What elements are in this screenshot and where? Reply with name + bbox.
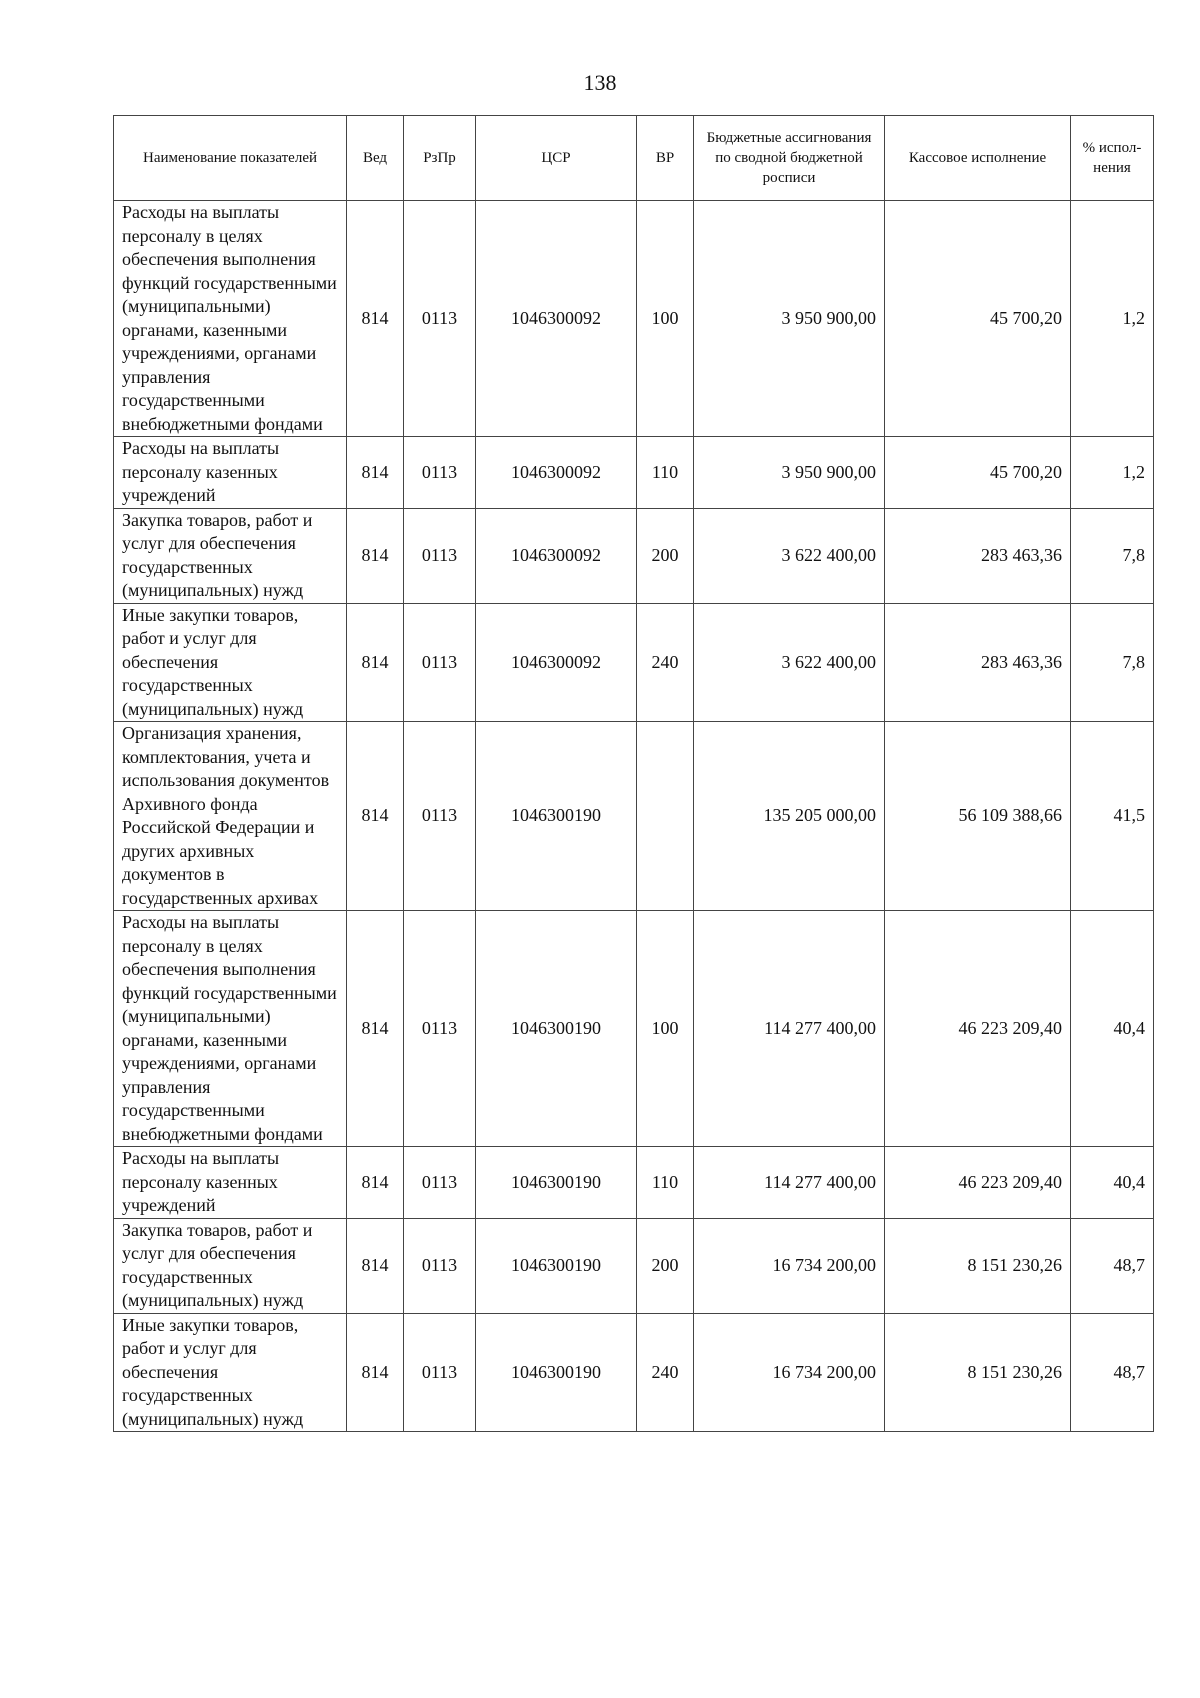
table-row: [114, 911, 1154, 1147]
header-percent: % испол-нения: [1071, 116, 1154, 201]
cell-budget: 16 734 200,00: [694, 1313, 885, 1432]
cell-rzpr: 0113: [404, 1147, 476, 1219]
cell-cash: 8 151 230,26: [885, 1313, 1071, 1432]
cell-name: Расходы на выплаты персоналу в целях обеспечения выполнения функций государственными (муниципальными) органами, казенными учреждениями, органами управления государственными внебюджетными фондами: [114, 911, 347, 1147]
cell-csr: 1046300092: [476, 603, 637, 722]
table-row: [114, 722, 1154, 911]
cell-rzpr: 0113: [404, 437, 476, 509]
header-budget: Бюджетные ассигнования по сводной бюджетной росписи: [694, 116, 885, 201]
table-header-row: [114, 116, 1154, 201]
cell-budget: 3 950 900,00: [694, 437, 885, 509]
cell-percent: 7,8: [1071, 603, 1154, 722]
cell-name: Расходы на выплаты персоналу в целях обеспечения выполнения функций государственными (муниципальными) органами, казенными учреждениями, органами управления государственными внебюджетными фондами: [114, 201, 347, 437]
cell-cash: 8 151 230,26: [885, 1218, 1071, 1313]
cell-vr: 110: [637, 437, 694, 509]
cell-percent: 40,4: [1071, 1147, 1154, 1219]
header-ved: Вед: [347, 116, 404, 201]
table-row: [114, 1147, 1154, 1219]
cell-csr: 1046300190: [476, 911, 637, 1147]
cell-rzpr: 0113: [404, 508, 476, 603]
cell-cash: 45 700,20: [885, 437, 1071, 509]
cell-name: Расходы на выплаты персоналу казенных учреждений: [114, 1147, 347, 1219]
cell-percent: 48,7: [1071, 1313, 1154, 1432]
cell-cash: 46 223 209,40: [885, 1147, 1071, 1219]
cell-ved: 814: [347, 437, 404, 509]
cell-rzpr: 0113: [404, 722, 476, 911]
cell-ved: 814: [347, 911, 404, 1147]
cell-rzpr: 0113: [404, 603, 476, 722]
cell-csr: 1046300092: [476, 437, 637, 509]
cell-percent: 48,7: [1071, 1218, 1154, 1313]
table-row: [114, 603, 1154, 722]
cell-ved: 814: [347, 603, 404, 722]
table-row: [114, 1218, 1154, 1313]
cell-budget: 135 205 000,00: [694, 722, 885, 911]
cell-percent: 7,8: [1071, 508, 1154, 603]
cell-name: Закупка товаров, работ и услуг для обеспечения государственных (муниципальных) нужд: [114, 1218, 347, 1313]
cell-ved: 814: [347, 1313, 404, 1432]
cell-vr: 100: [637, 201, 694, 437]
cell-csr: 1046300190: [476, 1218, 637, 1313]
cell-cash: 283 463,36: [885, 603, 1071, 722]
table-row: [114, 508, 1154, 603]
table-row: [114, 437, 1154, 509]
header-vr: ВР: [637, 116, 694, 201]
cell-ved: 814: [347, 722, 404, 911]
cell-vr: 110: [637, 1147, 694, 1219]
cell-name: Закупка товаров, работ и услуг для обеспечения государственных (муниципальных) нужд: [114, 508, 347, 603]
cell-budget: 3 950 900,00: [694, 201, 885, 437]
header-cash: Кассовое исполнение: [885, 116, 1071, 201]
cell-csr: 1046300190: [476, 1147, 637, 1219]
budget-execution-table: [113, 115, 1154, 1432]
header-csr: ЦСР: [476, 116, 637, 201]
cell-budget: 16 734 200,00: [694, 1218, 885, 1313]
page-number: 138: [583, 70, 617, 95]
cell-ved: 814: [347, 1147, 404, 1219]
cell-name: Иные закупки товаров, работ и услуг для обеспечения государственных (муниципальных) нужд: [114, 1313, 347, 1432]
cell-vr: 100: [637, 911, 694, 1147]
cell-rzpr: 0113: [404, 911, 476, 1147]
cell-percent: 40,4: [1071, 911, 1154, 1147]
header-name: Наименование показателей: [114, 116, 347, 201]
cell-ved: 814: [347, 201, 404, 437]
cell-rzpr: 0113: [404, 201, 476, 437]
cell-csr: 1046300190: [476, 1313, 637, 1432]
cell-ved: 814: [347, 508, 404, 603]
header-rzpr: РзПр: [404, 116, 476, 201]
cell-ved: 814: [347, 1218, 404, 1313]
cell-budget: 3 622 400,00: [694, 508, 885, 603]
cell-vr: 240: [637, 603, 694, 722]
cell-name: Иные закупки товаров, работ и услуг для обеспечения государственных (муниципальных) нужд: [114, 603, 347, 722]
cell-vr: 200: [637, 1218, 694, 1313]
cell-cash: 45 700,20: [885, 201, 1071, 437]
cell-cash: 56 109 388,66: [885, 722, 1071, 911]
cell-csr: 1046300092: [476, 201, 637, 437]
cell-budget: 114 277 400,00: [694, 1147, 885, 1219]
cell-percent: 1,2: [1071, 201, 1154, 437]
cell-percent: 41,5: [1071, 722, 1154, 911]
cell-budget: 114 277 400,00: [694, 911, 885, 1147]
cell-csr: 1046300092: [476, 508, 637, 603]
cell-name: Организация хранения, комплектования, учета и использования документов Архивного фонда Российской Федерации и других архивных документов в государственных архивах: [114, 722, 347, 911]
cell-rzpr: 0113: [404, 1313, 476, 1432]
cell-vr: 240: [637, 1313, 694, 1432]
cell-vr: [637, 722, 694, 911]
cell-vr: 200: [637, 508, 694, 603]
cell-csr: 1046300190: [476, 722, 637, 911]
cell-cash: 283 463,36: [885, 508, 1071, 603]
table-row: [114, 201, 1154, 437]
cell-name: Расходы на выплаты персоналу казенных учреждений: [114, 437, 347, 509]
cell-cash: 46 223 209,40: [885, 911, 1071, 1147]
table-row: [114, 1313, 1154, 1432]
cell-percent: 1,2: [1071, 437, 1154, 509]
cell-rzpr: 0113: [404, 1218, 476, 1313]
cell-budget: 3 622 400,00: [694, 603, 885, 722]
